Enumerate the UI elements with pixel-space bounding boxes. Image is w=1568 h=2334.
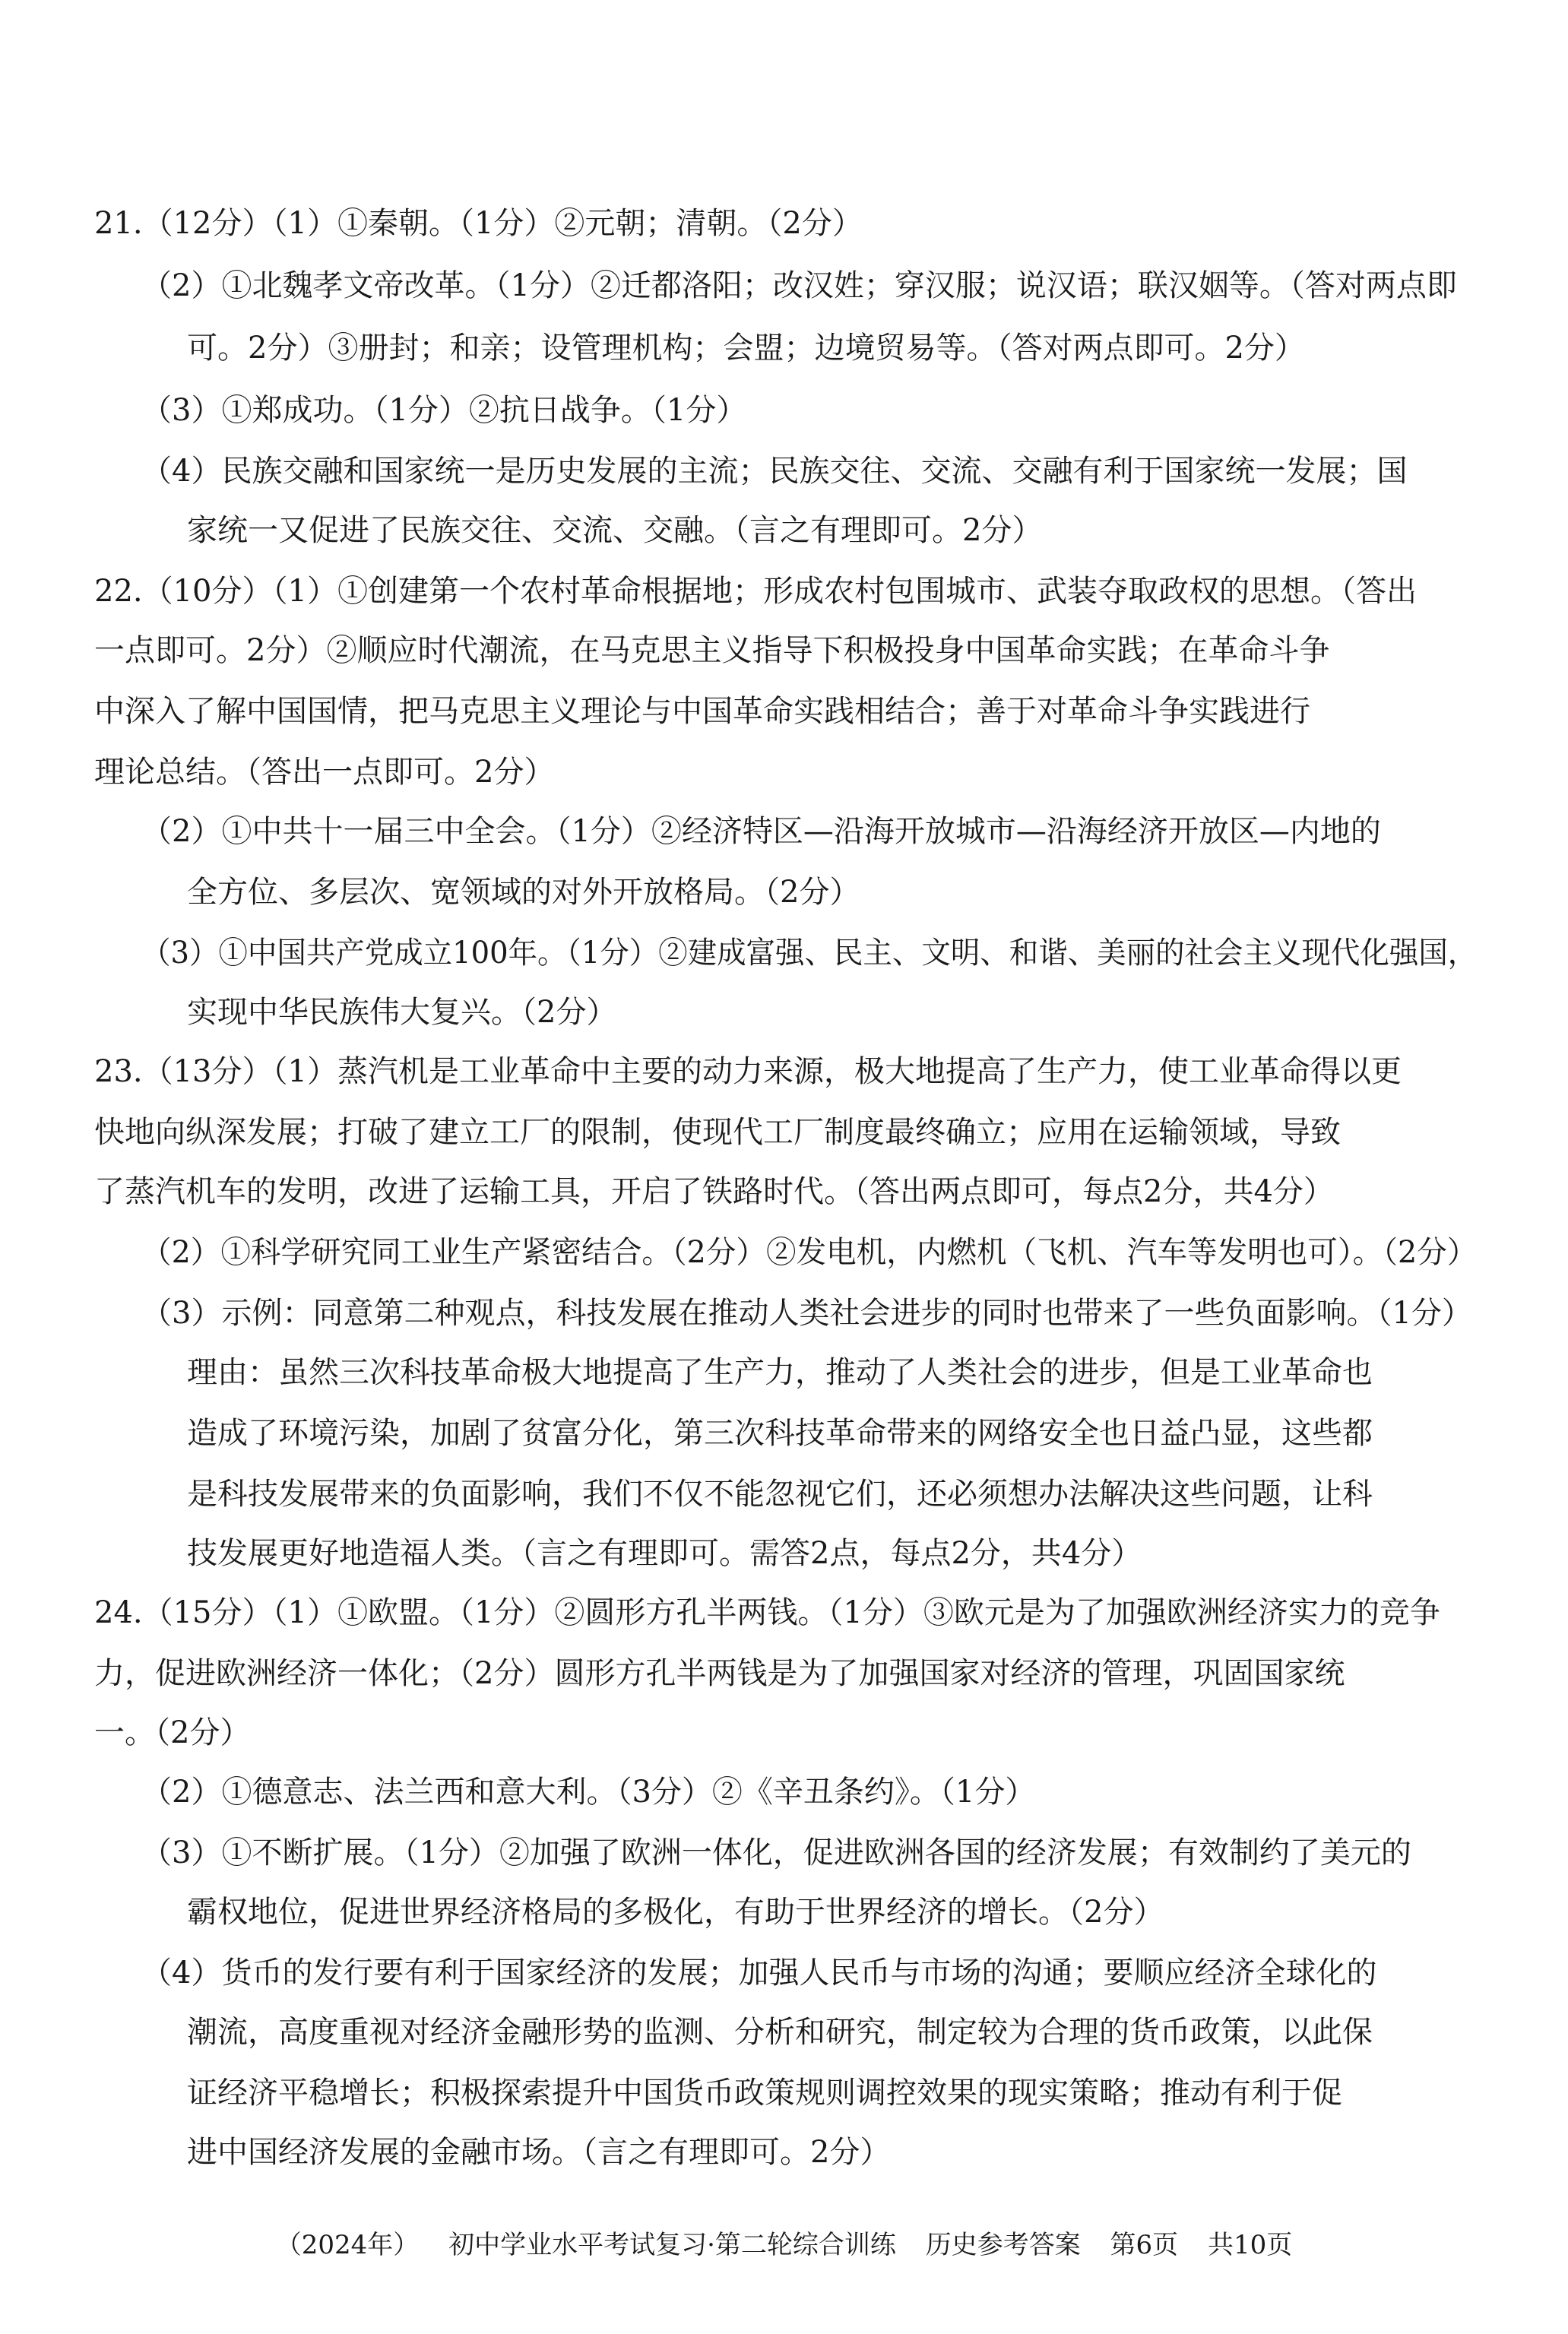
- q22-line-5: （2）①中共十一届三中全会。（1分）②经济特区—沿海开放城市—沿海经济开放区—内地的: [141, 814, 1381, 849]
- q23-line-6: 理由：虽然三次科技革命极大地提高了生产力，推动了人类社会的进步，但是工业革命也: [187, 1355, 1373, 1390]
- q22-line-1: 22.（10分）（1）①创建第一个农村革命根据地；形成农村包围城市、武装夺取政权的思想。（答出: [94, 574, 1417, 609]
- q23-line-8: 是科技发展带来的负面影响，我们不仅不能忽视它们，还必须想办法解决这些问题，让科: [187, 1477, 1373, 1512]
- q24-line-4: （2）①德意志、法兰西和意大利。（3分）②《辛丑条约》。（1分）: [141, 1775, 1036, 1810]
- q24-line-5: （3）①不断扩展。（1分）②加强了欧洲一体化，促进欧洲各国的经济发展；有效制约了美元的: [141, 1835, 1411, 1870]
- q22-line-8: 实现中华民族伟大复兴。（2分）: [187, 995, 617, 1030]
- q22-line-2: 一点即可。2分）②顺应时代潮流，在马克思主义指导下积极投身中国革命实践；在革命斗争: [94, 633, 1330, 668]
- q21-line-5: （4）民族交融和国家统一是历史发展的主流；民族交往、交流、交融有利于国家统一发展；国: [141, 454, 1408, 489]
- q23-line-1: 23.（13分）（1）蒸汽机是工业革命中主要的动力来源，极大地提高了生产力，使工业革命得以更: [94, 1054, 1402, 1089]
- q24-line-9: 证经济平稳增长；积极探索提升中国货币政策规则调控效果的现实策略；推动有利于促: [187, 2076, 1342, 2111]
- q24-line-3: 一。（2分）: [94, 1715, 251, 1750]
- q23-line-3: 了蒸汽机车的发明，改进了运输工具，开启了铁路时代。（答出两点即可，每点2分，共4分）: [94, 1174, 1334, 1209]
- footer-page-number: 第6页: [1110, 2230, 1179, 2260]
- q24-line-7: （4）货币的发行要有利于国家经济的发展；加强人民币与市场的沟通；要顺应经济全球化的: [141, 1956, 1377, 1990]
- footer-title: 初中学业水平考试复习·第二轮综合训练: [448, 2230, 896, 2260]
- footer-total-pages: 共10页: [1207, 2230, 1293, 2260]
- q23-line-2: 快地向纵深发展；打破了建立工厂的限制，使现代工厂制度最终确立；应用在运输领域，导致: [94, 1115, 1341, 1150]
- q22-line-6: 全方位、多层次、宽领域的对外开放格局。（2分）: [187, 875, 860, 910]
- q24-line-6: 霸权地位，促进世界经济格局的多极化，有助于世界经济的增长。（2分）: [187, 1895, 1164, 1930]
- footer-year: （2024年）: [275, 2230, 420, 2260]
- q24-line-1: 24.（15分）（1）①欧盟。（1分）②圆形方孔半两钱。（1分）③欧元是为了加强欧洲经济实力的竞争: [94, 1595, 1440, 1630]
- q23-line-4: （2）①科学研究同工业生产紧密结合。（2分）②发电机，内燃机（飞机、汽车等发明也可）。（2分）: [141, 1235, 1478, 1270]
- q22-line-3: 中深入了解中国国情，把马克思主义理论与中国革命实践相结合；善于对革命斗争实践进行: [94, 694, 1310, 729]
- q21-line-6: 家统一又促进了民族交往、交流、交融。（言之有理即可。2分）: [187, 513, 1043, 548]
- q22-line-4: 理论总结。（答出一点即可。2分）: [94, 755, 555, 790]
- q23-line-9: 技发展更好地造福人类。（言之有理即可。需答2点，每点2分，共4分）: [187, 1536, 1142, 1571]
- footer-subject: 历史参考答案: [925, 2230, 1081, 2260]
- q22-line-7: （3）①中国共产党成立100年。（1分）②建成富强、民主、文明、和谐、美丽的社会主义现代化强国，: [141, 936, 1478, 971]
- q21-line-1: 21.（12分）（1）①秦朝。（1分）②元朝；清朝。（2分）: [94, 206, 863, 241]
- q24-line-8: 潮流，高度重视对经济金融形势的监测、分析和研究，制定较为合理的货币政策，以此保: [187, 2015, 1373, 2050]
- q21-line-2: （2）①北魏孝文帝改革。（1分）②迁都洛阳；改汉姓；穿汉服；说汉语；联汉姻等。（答对两点即: [141, 268, 1457, 303]
- q21-line-3: 可。2分）③册封；和亲；设管理机构；会盟；边境贸易等。（答对两点即可。2分）: [187, 331, 1305, 366]
- page-footer: [0, 2228, 1568, 2262]
- q21-line-4: （3）①郑成功。（1分）②抗日战争。（1分）: [141, 393, 747, 428]
- q24-line-10: 进中国经济发展的金融市场。（言之有理即可。2分）: [187, 2135, 891, 2170]
- q23-line-7: 造成了环境污染，加剧了贫富分化，第三次科技革命带来的网络安全也日益凸显，这些都: [187, 1416, 1373, 1451]
- q24-line-2: 力，促进欧洲经济一体化；（2分）圆形方孔半两钱是为了加强国家对经济的管理，巩固国家统: [94, 1656, 1345, 1691]
- q23-line-5: （3）示例：同意第二种观点，科技发展在推动人类社会进步的同时也带来了一些负面影响。（1分）: [141, 1296, 1472, 1331]
